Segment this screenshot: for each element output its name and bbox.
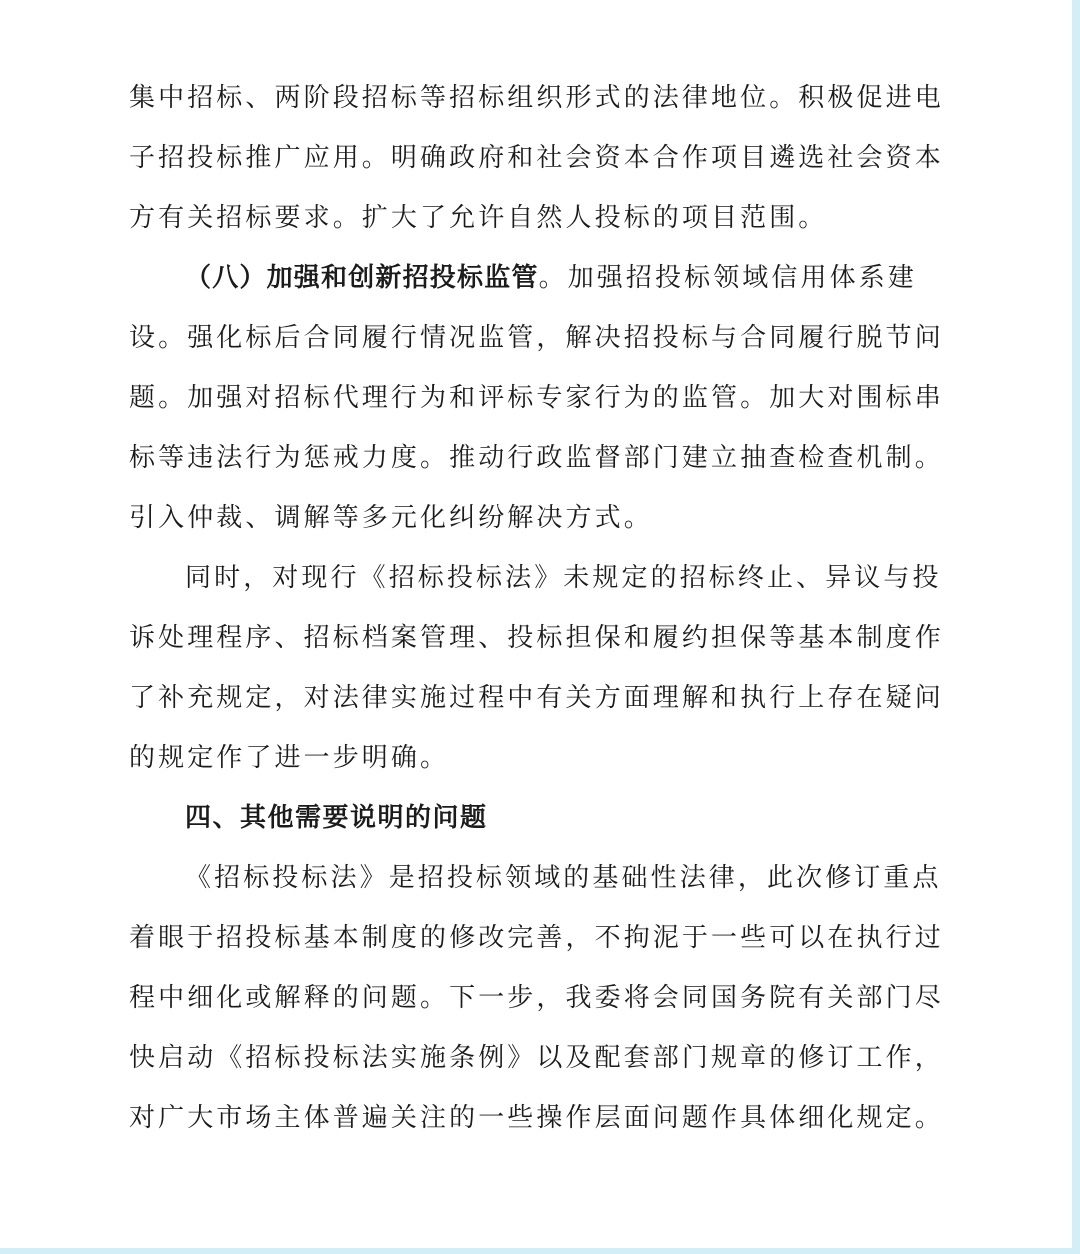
paragraph-line: 程中细化或解释的问题。下一步，我委将会同国务院有关部门尽: [129, 983, 944, 1013]
paragraph-line: 诉处理程序、招标档案管理、投标担保和履约担保等基本制度作: [129, 623, 944, 653]
paragraph-line: 《招标投标法》是招投标领域的基础性法律，此次修订重点: [185, 863, 942, 893]
paragraph-line: 设。强化标后合同履行情况监管，解决招投标与合同履行脱节问: [129, 323, 944, 353]
frame-bottom-edge: [0, 1248, 1080, 1254]
paragraph-line: 集中招标、两阶段招标等招标组织形式的法律地位。积极促进电: [129, 83, 944, 113]
paragraph-line: 同时，对现行《招标投标法》未规定的招标终止、异议与投: [185, 563, 942, 593]
frame-right-edge: [1072, 0, 1080, 1254]
section-8-text: 。加强招投标领域信用体系建: [538, 263, 917, 293]
paragraph-line: 题。加强对招标代理行为和评标专家行为的监管。加大对围标串: [129, 383, 944, 413]
paragraph-line: 方有关招标要求。扩大了允许自然人投标的项目范围。: [129, 203, 828, 233]
paragraph-line: 着眼于招投标基本制度的修改完善，不拘泥于一些可以在执行过: [129, 923, 944, 953]
paragraph-line: 标等违法行为惩戒力度。推动行政监督部门建立抽查检查机制。: [129, 443, 944, 473]
paragraph-line: 快启动《招标投标法实施条例》以及配套部门规章的修订工作，: [129, 1043, 944, 1073]
paragraph-line: 对广大市场主体普遍关注的一些操作层面问题作具体细化规定。: [129, 1103, 944, 1133]
paragraph-line: 了补充规定，对法律实施过程中有关方面理解和执行上存在疑问: [129, 683, 944, 713]
paragraph-line: 的规定作了进一步明确。: [129, 743, 450, 773]
section-8-title: （八）加强和创新招投标监管: [185, 263, 539, 293]
document-body: [129, 68, 944, 1148]
section-8-first-line: [129, 248, 929, 308]
section-4-heading: 四、其他需要说明的问题: [185, 803, 488, 833]
paragraph-line: 子招投标推广应用。明确政府和社会资本合作项目遴选社会资本: [129, 143, 944, 173]
paragraph-line: 引入仲裁、调解等多元化纠纷解决方式。: [129, 503, 653, 533]
